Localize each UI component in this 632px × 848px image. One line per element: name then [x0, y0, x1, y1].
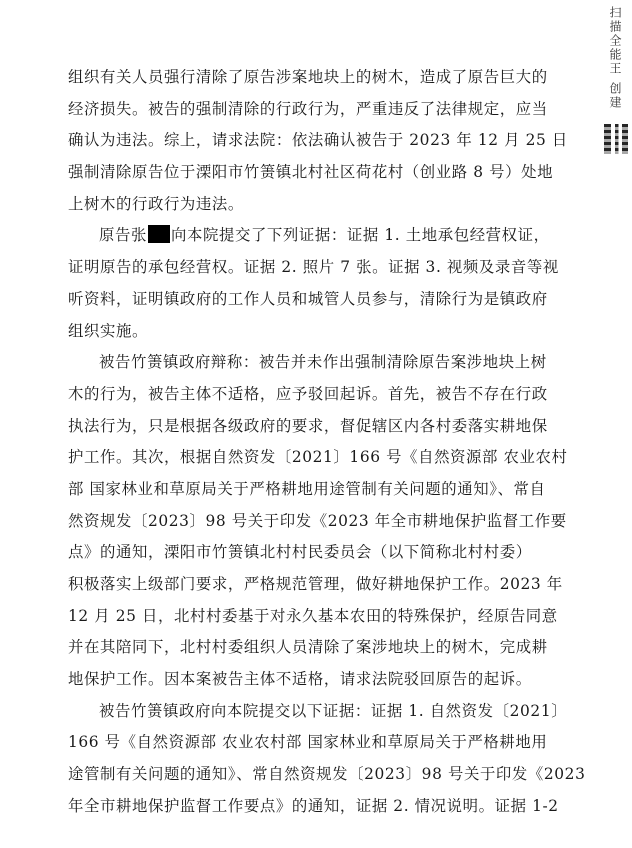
- text-line: 被告竹箦镇政府向本院提交以下证据：证据 1. 自然资发〔2021〕: [99, 701, 568, 720]
- text-segment: 原告张: [99, 226, 147, 245]
- paragraph-defendant-defense: [68, 347, 568, 696]
- text-line: 并在其陪同下，北村村委组织人员清除了案涉地块上的树木，完成耕: [68, 638, 548, 657]
- paragraph-plaintiff-claim: [68, 62, 568, 220]
- text-line: 点》的通知，溧阳市竹箦镇北村村民委员会（以下简称北村村委）: [68, 543, 532, 562]
- text-line: 证明原告的承包经营权。证据 2. 照片 7 张。证据 3. 视频及录音等视: [68, 258, 559, 277]
- text-line: 地保护工作。因本案被告主体不适格，请求法院驳回原告的起诉。: [68, 670, 532, 689]
- text-line: 被告竹箦镇政府辩称：被告并未作出强制清除原告案涉地块上树: [99, 353, 547, 372]
- text-line: 166 号《自然资源部 农业农村部 国家林业和草原局关于严格耕地用: [68, 733, 548, 752]
- text-line: 途管制有关问题的通知》、常自然资规发〔2023〕98 号关于印发《2023: [68, 765, 586, 784]
- text-line: 年全市耕地保护监督工作要点》的通知，证据 2. 情况说明。证据 1-2: [68, 796, 559, 815]
- text-line: 组织有关人员强行清除了原告涉案地块上的树木，造成了原告巨大的: [68, 68, 548, 86]
- text-line: 执法行为，只是根据各级政府的要求，督促辖区内各村委落实耕地保: [68, 416, 548, 435]
- paragraph-plaintiff-evidence: [68, 220, 558, 347]
- text-line: 12 月 25 日，北村村委基于对永久基本农田的特殊保护，经原告同意: [68, 606, 558, 625]
- text-line: 木的行为，被告主体不适格，应予驳回起诉。首先，被告不存在行政: [68, 384, 548, 403]
- text-line: 强制清除原告位于溧阳市竹箦镇北村社区荷花村（创业路 8 号）处地: [68, 163, 554, 182]
- paragraph-defendant-evidence: [68, 696, 586, 823]
- redaction-block: [148, 225, 170, 243]
- text-line: 组织实施。: [68, 321, 148, 340]
- text-line: [68, 220, 558, 252]
- text-line: 积极落实上级部门要求，严格规范管理，做好耕地保护工作。2023 年: [68, 575, 563, 593]
- text-segment: 向本院提交了下列证据：证据 1. 土地承包经营权证，: [170, 226, 550, 245]
- text-line: 上树木的行政行为违法。: [68, 194, 244, 213]
- scanner-watermark-text: 扫描全能王 创建: [608, 6, 622, 110]
- text-line: 然资规发〔2023〕98 号关于印发《2023 年全市耕地保护监督工作要: [68, 511, 567, 530]
- text-line: 部 国家林业和草原局关于严格耕地用途管制有关问题的通知》、常自: [68, 479, 546, 498]
- text-line: 护工作。其次，根据自然资发〔2021〕166 号《自然资源部 农业农村: [68, 448, 568, 467]
- document-body: [68, 62, 586, 823]
- text-line: 确认为违法。综上，请求法院：依法确认被告于 2023 年 12 月 25 日: [68, 131, 568, 150]
- text-line: 听资料，证明镇政府的工作人员和城管人员参与，清除行为是镇政府: [68, 289, 548, 308]
- text-line: 经济损失。被告的强制清除的行政行为，严重违反了法律规定，应当: [68, 99, 548, 118]
- qr-code-icon: [604, 124, 628, 154]
